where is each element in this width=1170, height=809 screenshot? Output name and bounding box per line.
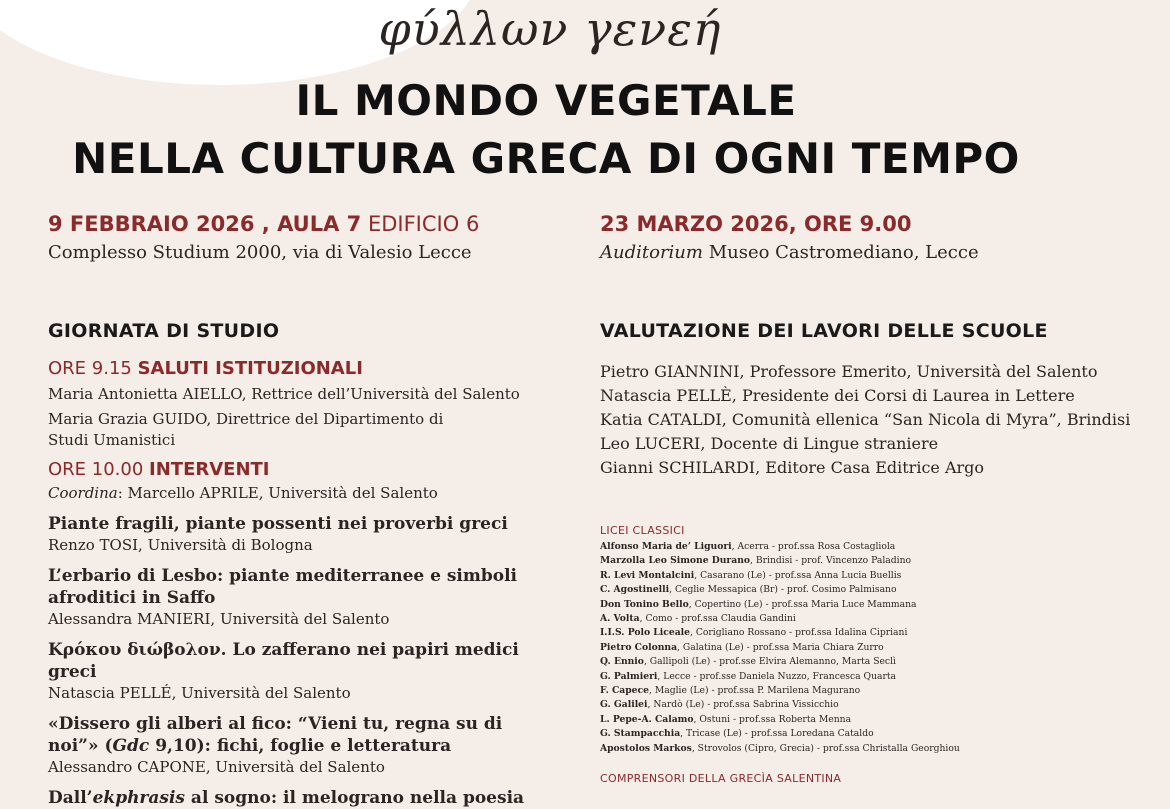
school-item: [600, 540, 1140, 554]
school-item: [600, 598, 1140, 612]
school-name: G. Galilei: [600, 699, 648, 711]
talk-item: [48, 639, 568, 704]
jury-name: Pietro GIANNINI: [600, 362, 740, 381]
right-column: [600, 210, 1140, 788]
talk-title-part: Dall’: [48, 788, 93, 808]
school-item: [600, 641, 1140, 655]
day2-venue: [600, 238, 1140, 268]
talk-title-part: al sogno: il melograno nella poesia: [185, 788, 525, 808]
school-item: [600, 742, 1140, 756]
jury-name: Leo LUCERI: [600, 434, 701, 453]
school-detail: , Maglie (Le) - prof.ssa P. Marilena Magurano: [648, 685, 861, 697]
talk-title-part: 9,10): fichi, foglie e letteratura: [149, 736, 452, 756]
coordina-line: [48, 483, 568, 504]
talk-speaker: [48, 535, 568, 556]
speaker-name: Renzo TOSI: [48, 536, 139, 554]
talk-item: [48, 713, 548, 778]
school-detail: , Acerra - prof.ssa Rosa Costagliola: [731, 541, 896, 552]
title-line-1: IL MONDO VEGETALE: [295, 76, 797, 125]
school-item: [600, 612, 1140, 626]
jury-role: , Comunità ellenica “San Nicola di Myra”, Brindisi: [721, 410, 1131, 429]
jury-role: , Presidente dei Corsi di Laurea in Lettere: [731, 386, 1075, 405]
day1-venue: Complesso Studium 2000, via di Valesio Lecce: [48, 242, 472, 263]
school-item: [600, 684, 1140, 698]
day1-date: [48, 210, 568, 238]
talk-item: [48, 565, 528, 630]
school-detail: , Galatina (Le) - prof.ssa Maria Chiara Zurro: [677, 641, 884, 653]
jury-member: [600, 432, 1140, 456]
person-name: Maria Antonietta AIELLO: [48, 385, 242, 403]
school-name: L. Pepe-A. Calamo: [600, 713, 694, 725]
school-item: [600, 569, 1140, 583]
person-role: , Rettrice dell’Università del Salento: [241, 385, 520, 403]
school-item: [600, 583, 1140, 597]
talk-title: [48, 713, 548, 757]
jury-role: , Docente di Lingue straniere: [700, 434, 939, 453]
greetings-head: [48, 358, 568, 379]
talk-title: [48, 787, 568, 809]
coordina-text: : Marcello APRILE, Università del Salento: [117, 484, 438, 502]
speaker-name: Alessandro CAPONE: [48, 758, 206, 776]
comprensori-heading: COMPRENSORI DELLA GRECÌA SALENTINA: [600, 772, 842, 786]
talks-time: ORE 10.00: [48, 459, 150, 480]
school-detail: , Como - prof.ssa Claudia Gandini: [639, 613, 796, 625]
jury-member: [600, 456, 1140, 480]
speaker-affiliation: , Università del Salento: [205, 758, 385, 776]
school-item: [600, 554, 1140, 568]
jury-member: [600, 408, 1140, 432]
day2-venue-rest: Museo Castromediano, Lecce: [702, 242, 979, 263]
school-name: G. Stampacchia: [600, 728, 681, 740]
school-name: Q. Ennio: [600, 656, 644, 668]
school-detail: , Copertino (Le) - prof.ssa Maria Luce Mammana: [688, 598, 917, 610]
greetings-person: [48, 409, 468, 451]
day2-date-bold: 23 MARZO 2026, ORE 9.00: [600, 212, 912, 236]
school-detail: , Casarano (Le) - prof.ssa Anna Lucia Buellis: [694, 569, 902, 581]
school-name: F. Capece: [600, 685, 649, 697]
school-detail: , Ceglie Messapica (Br) - prof. Cosimo Palmisano: [669, 584, 897, 596]
talk-title-italic: Gdc: [112, 736, 150, 756]
school-item: [600, 655, 1140, 669]
talk-title: L’erbario di Lesbo: piante mediterranee e simboli afroditici in Saffo: [48, 566, 518, 608]
school-name: I.I.S. Polo Liceale: [600, 627, 690, 639]
talk-speaker: [48, 683, 568, 704]
school-item: [600, 727, 1140, 741]
talk-item: [48, 513, 568, 556]
school-name: Pietro Colonna: [600, 641, 678, 653]
jury-member: [600, 360, 1140, 384]
jury-name: Natascia PELLÈ: [600, 386, 732, 405]
talk-speaker: [48, 757, 548, 778]
day2-date: [600, 210, 1140, 238]
school-detail: , Corigliano Rossano - prof.ssa Idalina Cipriani: [689, 627, 908, 639]
jury-name: Katia CATALDI: [600, 410, 722, 429]
school-name: G. Palmieri: [600, 670, 658, 682]
talk-title: Piante fragili, piante possenti nei proverbi greci: [48, 514, 508, 534]
school-detail: , Brindisi - prof. Vincenzo Paladino: [750, 555, 912, 567]
school-item: [600, 626, 1140, 640]
greetings-time: ORE 9.15: [48, 358, 138, 379]
school-item: [600, 670, 1140, 684]
left-section-title: GIORNATA DI STUDIO: [48, 320, 280, 342]
jury-list: [600, 360, 1140, 480]
day2-venue-italic: Auditorium: [600, 242, 703, 263]
speaker-affiliation: , Università di Bologna: [138, 536, 313, 554]
school-list: [600, 540, 1140, 756]
school-name: Don Tonino Bello: [600, 598, 689, 610]
talk-title-italic: ekphrasis: [92, 788, 186, 808]
speaker-affiliation: , Università del Salento: [171, 684, 351, 702]
greetings-person: [48, 384, 568, 405]
school-name: Apostolos Markos: [600, 742, 692, 754]
school-detail: , Lecce - prof.sse Daniela Nuzzo, Francesca Quarta: [657, 670, 897, 682]
person-name: Maria Grazia GUIDO: [48, 410, 207, 428]
school-name: A. Volta: [600, 613, 640, 625]
speaker-name: Alessandra MANIERI: [48, 610, 211, 628]
right-section-title: VALUTAZIONE DEI LAVORI DELLE SCUOLE: [600, 320, 1048, 342]
speaker-affiliation: , Università del Salento: [210, 610, 390, 628]
talk-speaker: [48, 609, 528, 630]
jury-role: , Professore Emerito, Università del Salento: [739, 362, 1098, 381]
person-role: , Direttrice del Dipartimento di Studi Umanistici: [48, 410, 444, 449]
jury-name: Gianni SCHILARDI: [600, 458, 756, 477]
jury-role: , Editore Casa Editrice Argo: [755, 458, 985, 477]
school-name: R. Levi Montalcini: [600, 569, 695, 581]
left-column: [48, 210, 568, 809]
school-name: Marzolla Leo Simone Durano: [600, 555, 751, 567]
school-detail: , Ostuni - prof.ssa Roberta Menna: [693, 713, 852, 725]
speaker-name: Natascia PELLÉ: [48, 684, 172, 702]
school-item: [600, 698, 1140, 712]
school-detail: , Strovolos (Cipro, Grecia) - prof.ssa Christalla Georghiou: [691, 742, 960, 754]
school-name: C. Agostinelli: [600, 584, 670, 596]
talk-title: Κρόκου διώβολον. Lo zafferano nei papiri medici greci: [48, 640, 519, 682]
school-item: [600, 713, 1140, 727]
coordina-label: Coordina: [48, 484, 118, 502]
greetings-label: SALUTI ISTITUZIONALI: [137, 358, 363, 379]
talks-head: [48, 459, 568, 480]
jury-member: [600, 384, 1140, 408]
title-line-2: NELLA CULTURA GRECA DI OGNI TEMPO: [72, 134, 1020, 183]
day1-date-bold: 9 FEBBRAIO 2026 , AULA 7: [48, 212, 362, 236]
school-detail: , Nardò (Le) - prof.ssa Sabrina Vissicchio: [647, 699, 839, 711]
talk-title-part: «Dissero gli alberi al fico: “Vieni tu, regna su di noi”» (: [48, 714, 503, 756]
talks-label: INTERVENTI: [149, 459, 270, 480]
licei-heading: LICEI CLASSICI: [600, 524, 685, 537]
school-detail: , Gallipoli (Le) - prof.sse Elvira Alemanno, Marta Seclì: [643, 656, 896, 668]
school-detail: , Tricase (Le) - prof.ssa Loredana Cataldo: [680, 728, 874, 740]
greek-title: φύλλων γενεή: [378, 2, 722, 56]
school-name: Alfonso Maria de’ Liguori: [600, 541, 732, 552]
day1-date-regular: EDIFICIO 6: [361, 212, 480, 236]
